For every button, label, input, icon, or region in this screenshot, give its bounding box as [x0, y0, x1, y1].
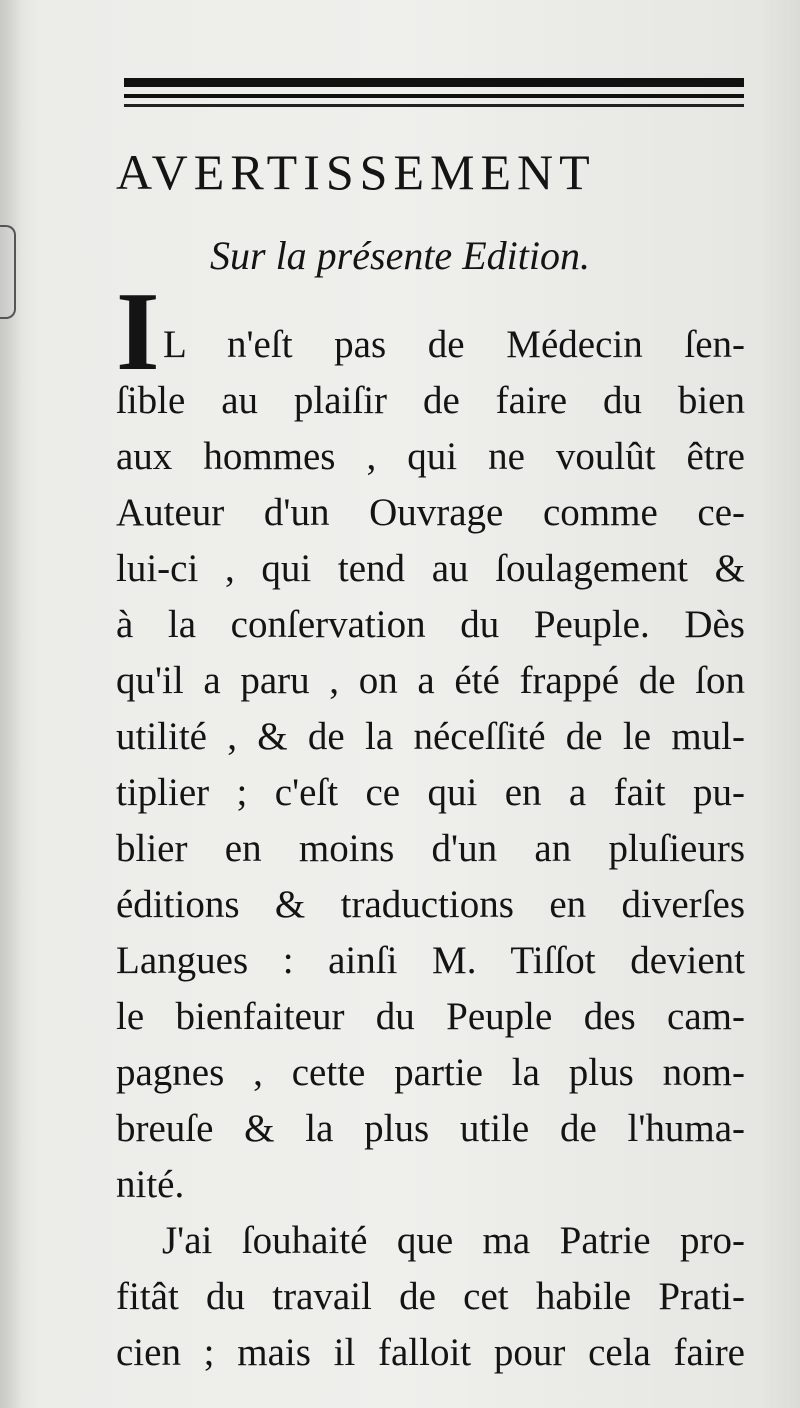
text-line: pagnes , cette partie la plus nom-: [116, 1051, 745, 1094]
header-rule-base: [124, 104, 744, 107]
binding-shadow: [0, 0, 22, 1408]
header-rule-thin: [124, 94, 744, 98]
text-line: tiplier ; c'eſt ce qui en a fait pu-: [116, 771, 745, 814]
page-subtitle: Sur la présente Edition.: [210, 233, 590, 278]
text-line: breuſe & la plus utile de l'huma-: [116, 1107, 745, 1150]
text-line: à la conſervation du Peuple. Dès: [116, 603, 745, 646]
text-line: Auteur d'un Ouvrage comme ce-: [116, 491, 745, 534]
text-line: aux hommes , qui ne voulût être: [116, 435, 745, 478]
text-line: lui-ci , qui tend au ſoulagement &: [116, 547, 745, 590]
text-line: nité.: [116, 1163, 185, 1206]
text-line: utilité , & de la néceſſité de le mul-: [116, 715, 745, 758]
text-line: le bienfaiteur du Peuple des cam-: [116, 995, 745, 1038]
header-rule-thick: [124, 78, 744, 87]
text-line: éditions & traductions en diverſes: [116, 883, 745, 926]
text-line: fitât du travail de cet habile Prati-: [116, 1275, 745, 1318]
page-edge-tab: [0, 225, 16, 319]
drop-cap: I: [116, 270, 160, 394]
text-line: ſible au plaiſir de faire du bien: [116, 379, 745, 422]
text-line: L n'eſt pas de Médecin ſen-: [163, 323, 745, 366]
text-line: blier en moins d'un an pluſieurs: [116, 827, 745, 870]
text-line: cien ; mais il falloit pour cela faire: [116, 1331, 745, 1374]
text-line: Langues : ainſi M. Tiſſot devient: [116, 939, 745, 982]
text-line: J'ai ſouhaité que ma Patrie pro-: [162, 1219, 745, 1262]
text-line: qu'il a paru , on a été frappé de ſon: [116, 659, 745, 702]
page-title: AVERTISSEMENT: [116, 144, 596, 200]
